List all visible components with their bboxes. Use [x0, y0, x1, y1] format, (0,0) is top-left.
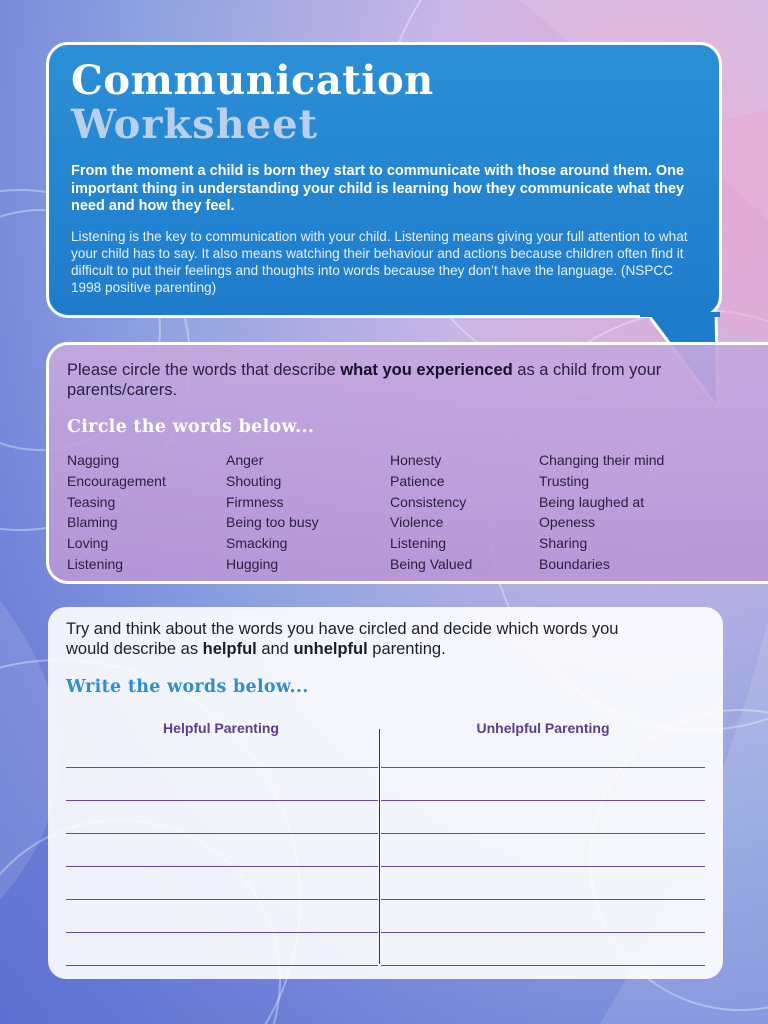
word-item[interactable]: Hugging — [226, 555, 279, 572]
circle-prompt: Please circle the words that describe what you experienced as a child from your parents/carers. — [67, 361, 662, 399]
intro-body-text: Listening is the key to communication with your child. Listening means giving your full attention to what your child has to say. It also means watching their behaviour and actions because children often find it difficult to put their feelings and thoughts into words because they don’t have the language. (NSPCC 1998 positive parenting) — [71, 229, 688, 295]
helpful-write-line[interactable] — [66, 800, 378, 801]
circle-heading: Circle the words below... — [67, 417, 315, 437]
word-item[interactable]: Nagging — [67, 452, 120, 468]
word-item[interactable]: Loving — [67, 535, 109, 552]
helpful-write-line[interactable] — [66, 932, 378, 933]
word-item[interactable]: Violence — [390, 514, 444, 531]
helpful-write-line[interactable] — [66, 899, 378, 900]
helpful-write-line[interactable] — [66, 833, 378, 834]
word-item[interactable]: Boundaries — [539, 555, 610, 572]
unhelpful-parenting-header: Unhelpful Parenting — [476, 720, 610, 736]
word-item[interactable]: Trusting — [539, 472, 590, 489]
write-prompt: Try and think about the words you have circled and decide which words you would describe as helpful and unhelpful parenting. — [66, 620, 619, 658]
word-item[interactable]: Sharing — [539, 535, 588, 552]
unhelpful-write-line[interactable] — [381, 932, 705, 933]
word-item[interactable]: Shouting — [226, 472, 282, 489]
helpful-write-line[interactable] — [66, 965, 378, 966]
intro-speech-bubble — [46, 42, 722, 318]
write-heading: Write the words below... — [66, 677, 309, 697]
unhelpful-write-line[interactable] — [381, 866, 705, 867]
word-column-1 — [67, 450, 166, 575]
helpful-emphasis: helpful — [202, 640, 257, 658]
helpful-write-line[interactable] — [66, 767, 378, 768]
helpful-write-line[interactable] — [66, 866, 378, 867]
word-item[interactable]: Listening — [390, 535, 447, 552]
word-item[interactable]: Openess — [539, 514, 596, 531]
word-item[interactable]: Being Valued — [390, 555, 473, 572]
word-item[interactable]: Firmness — [226, 493, 284, 510]
word-item[interactable]: Changing their mind — [539, 452, 665, 468]
word-column-2 — [226, 450, 319, 575]
word-item[interactable]: Blaming — [67, 514, 118, 531]
word-item[interactable]: Being too busy — [226, 514, 319, 531]
word-item[interactable]: Anger — [226, 452, 264, 468]
unhelpful-write-line[interactable] — [381, 833, 705, 834]
word-item[interactable]: Encouragement — [67, 472, 166, 489]
title-communication: Communication — [71, 57, 434, 104]
word-item[interactable]: Listening — [67, 555, 124, 572]
word-item[interactable]: Patience — [390, 472, 445, 489]
column-divider — [379, 729, 380, 964]
intro-bold-text: From the moment a child is born they start to communicate with those around them. One important thing in understanding your child is learning how they communicate what they need and how they feel. — [71, 163, 685, 214]
unhelpful-write-line[interactable] — [381, 767, 705, 768]
prompt-emphasis: what you experienced — [340, 361, 513, 379]
unhelpful-write-line[interactable] — [381, 899, 705, 900]
word-item[interactable]: Consistency — [390, 493, 467, 510]
title-worksheet: Worksheet — [71, 101, 319, 148]
unhelpful-emphasis: unhelpful — [293, 640, 368, 658]
unhelpful-write-line[interactable] — [381, 800, 705, 801]
word-item[interactable]: Teasing — [67, 493, 116, 510]
word-column-3 — [390, 450, 472, 575]
word-item[interactable]: Smacking — [226, 535, 288, 552]
unhelpful-write-line[interactable] — [381, 965, 705, 966]
write-words-panel — [48, 607, 723, 979]
word-item[interactable]: Honesty — [390, 452, 442, 468]
circle-words-panel — [46, 342, 768, 584]
helpful-parenting-header: Helpful Parenting — [163, 720, 279, 736]
word-item[interactable]: Being laughed at — [539, 493, 645, 510]
word-column-4 — [539, 450, 664, 575]
